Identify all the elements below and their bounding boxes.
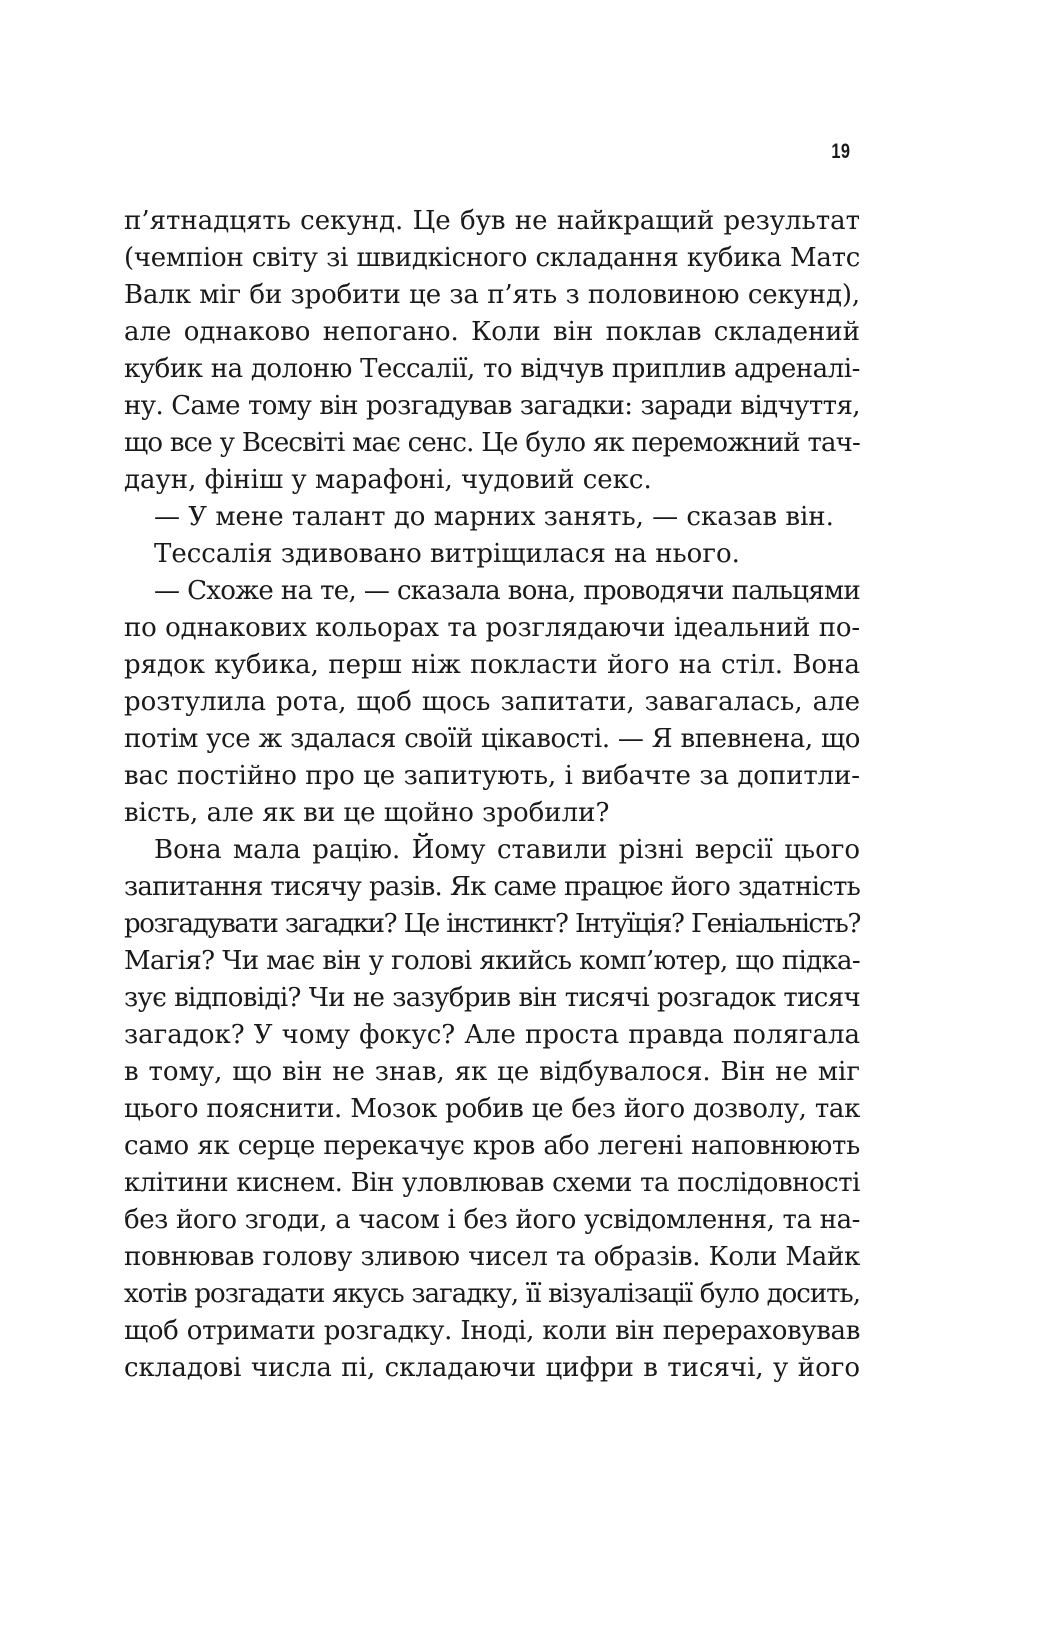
text-line: Валк міг би зробити це за п’ять з половиною секунд), bbox=[124, 280, 860, 310]
text-line: п’ятнадцять секунд. Це був не найкращий результат bbox=[124, 206, 860, 236]
body-text bbox=[124, 203, 860, 1387]
text-line: цього пояснити. Мозок робив це без його дозволу, так bbox=[124, 1094, 860, 1124]
text-line: хотів розгадати якусь загадку, її візуалізації було досить, bbox=[124, 1279, 860, 1309]
text-line: повнював голову зливою чисел та образів. Коли Майк bbox=[124, 1242, 860, 1272]
text-line: складові числа пі, складаючи цифри в тисячі, у його bbox=[124, 1353, 860, 1383]
text-line: вість, але як ви це щойно зробили? bbox=[124, 798, 610, 828]
text-line: без його згоди, а часом і без його усвідомлення, та на- bbox=[124, 1205, 860, 1235]
text-line: кубик на долоню Тессалії, то відчув приплив адреналі- bbox=[124, 354, 860, 384]
text-line: в тому, що він не знав, як це відбувалося. Він не міг bbox=[124, 1057, 860, 1087]
text-line: що все у Всесвіті має сенс. Це було як переможний тач- bbox=[124, 428, 860, 458]
text-line: вас постійно про це запитують, і вибачте за допитли- bbox=[124, 761, 860, 791]
text-line: щоб отримати розгадку. Іноді, коли він перераховував bbox=[124, 1316, 860, 1346]
text-line: загадок? У чому фокус? Але проста правда полягала bbox=[124, 1020, 860, 1050]
text-line: але однаково непогано. Коли він поклав складений bbox=[124, 317, 860, 347]
text-line: потім усе ж здалася своїй цікавості. — Я впевнена, що bbox=[124, 724, 860, 754]
text-line: розтулила рота, щоб щось запитати, завагалась, але bbox=[124, 687, 860, 717]
text-line: Тессалія здивовано витріщилася на нього. bbox=[154, 539, 740, 569]
text-line: по однакових кольорах та розглядаючи ідеальний по- bbox=[124, 613, 860, 643]
text-line: само як серце перекачує кров або легені наповнюють bbox=[124, 1131, 860, 1161]
text-line: Магія? Чи має він у голові якийсь комп’ютер, що підка- bbox=[124, 946, 860, 976]
text-line: (чемпіон світу зі швидкісного складання кубика Матс bbox=[124, 243, 860, 273]
page-number: 19 bbox=[830, 140, 850, 163]
text-line: — У мене талант до марних занять, — сказав він. bbox=[154, 502, 834, 532]
text-line: запитання тисячу разів. Як саме працює його здатність bbox=[124, 872, 860, 902]
text-line: розгадувати загадки? Це інстинкт? Інтуїція? Геніальність? bbox=[124, 909, 860, 939]
text-line: клітини киснем. Він уловлював схеми та послідовності bbox=[124, 1168, 860, 1198]
text-line: рядок кубика, перш ніж покласти його на стіл. Вона bbox=[124, 650, 860, 680]
text-line: зує відповіді? Чи не зазубрив він тисячі розгадок тисяч bbox=[124, 983, 860, 1013]
text-line: Вона мала рацію. Йому ставили різні версії цього bbox=[154, 835, 860, 865]
text-line: даун, фініш у марафоні, чудовий секс. bbox=[124, 465, 652, 495]
text-line: ну. Саме тому він розгадував загадки: заради відчуття, bbox=[124, 391, 860, 421]
text-line: — Схоже на те, — сказала вона, проводячи пальцями bbox=[154, 576, 860, 606]
